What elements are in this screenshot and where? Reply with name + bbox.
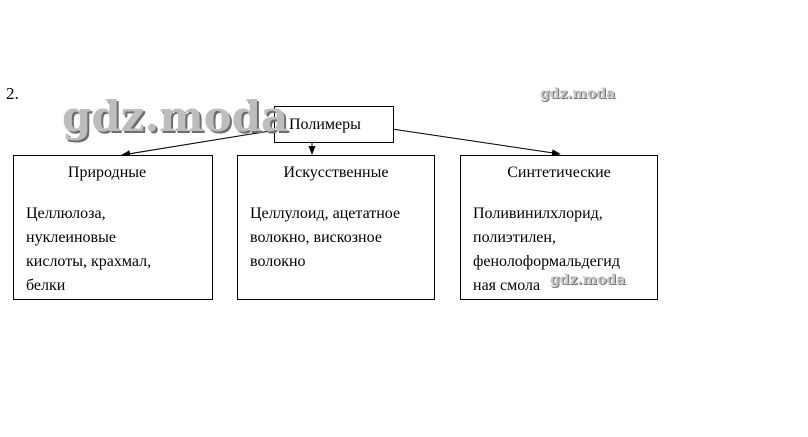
watermark-small: gdz.moda xyxy=(540,86,616,102)
example-line: волокно, вискозное xyxy=(250,229,382,246)
example-line: Целлулоид, ацетатное xyxy=(250,205,401,222)
category-natural xyxy=(13,155,213,300)
example-line: волокно xyxy=(250,253,306,270)
category-title: Синтетические xyxy=(507,164,611,181)
example-line: ная смола xyxy=(473,277,541,294)
example-line: нуклеиновые xyxy=(26,229,116,246)
arrow-to-synthetic xyxy=(392,129,560,154)
example-line: белки xyxy=(26,277,66,294)
example-line: полиэтилен, xyxy=(473,229,556,246)
category-examples xyxy=(26,202,204,298)
example-line: фенолоформальдегид xyxy=(473,253,620,270)
root-label: Полимеры xyxy=(289,116,361,133)
watermark-large: gdz.moda xyxy=(62,92,289,141)
root-node-polymers xyxy=(274,106,394,143)
example-line: кислоты, крахмал, xyxy=(26,253,152,270)
category-title: Природные xyxy=(67,164,147,181)
category-examples xyxy=(250,202,426,274)
category-title: Искусственные xyxy=(283,164,389,181)
task-number: 2. xyxy=(6,84,19,103)
category-artificial xyxy=(237,155,435,300)
watermark-small: gdz.moda xyxy=(550,272,626,288)
example-line: Поливинилхлорид, xyxy=(473,205,603,222)
example-line: Целлюлоза, xyxy=(26,205,106,222)
